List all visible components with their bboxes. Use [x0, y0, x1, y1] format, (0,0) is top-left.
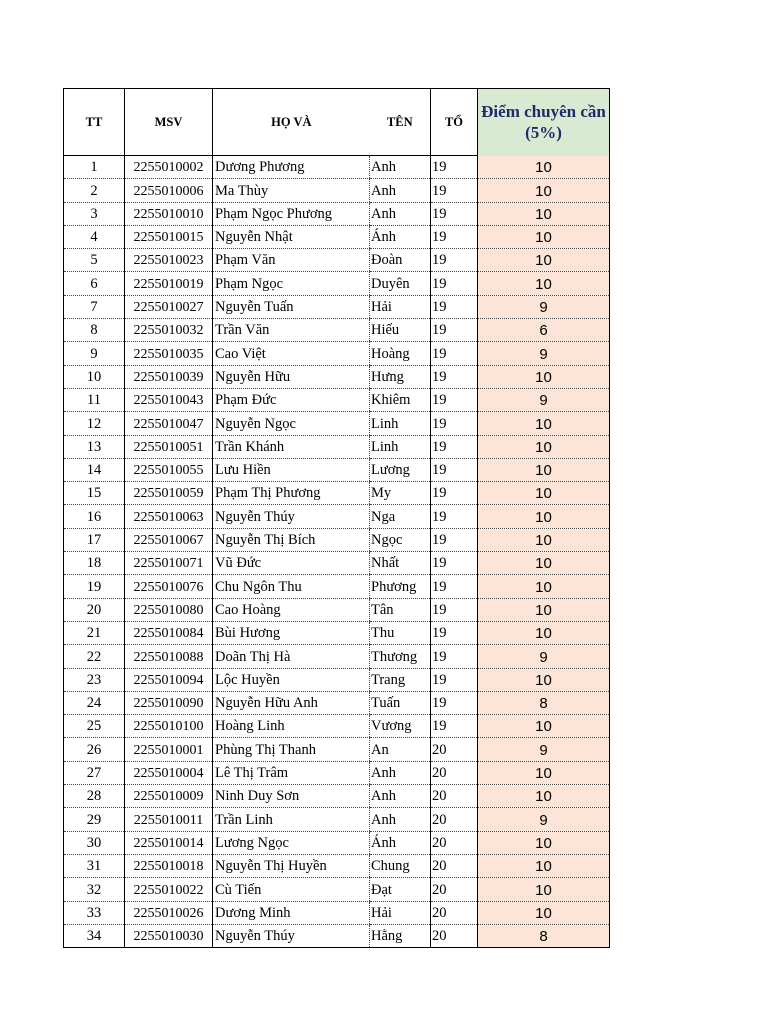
- row-number-cell[interactable]: 22: [64, 645, 125, 668]
- student-id-cell[interactable]: 2255010023: [125, 249, 213, 272]
- group-cell[interactable]: 19: [431, 412, 478, 435]
- student-id-cell[interactable]: 2255010002: [125, 156, 213, 179]
- table-row: [64, 342, 610, 365]
- student-id-cell[interactable]: 2255010026: [125, 901, 213, 924]
- attendance-score-cell[interactable]: 10: [478, 575, 610, 598]
- row-number-cell[interactable]: 27: [64, 761, 125, 784]
- row-number-cell[interactable]: 14: [64, 458, 125, 481]
- header-row: [64, 89, 610, 156]
- attendance-score-cell[interactable]: 10: [478, 365, 610, 388]
- group-cell[interactable]: 19: [431, 319, 478, 342]
- table-row: [64, 156, 610, 179]
- table-row: [64, 528, 610, 551]
- attendance-score-cell[interactable]: 10: [478, 854, 610, 877]
- student-id-cell[interactable]: 2255010030: [125, 924, 213, 947]
- table-row: [64, 901, 610, 924]
- surname-cell[interactable]: Nguyễn Thúy: [213, 924, 370, 947]
- surname-cell[interactable]: Nguyễn Ngọc: [213, 412, 370, 435]
- row-number-cell[interactable]: 31: [64, 854, 125, 877]
- student-id-cell[interactable]: 2255010090: [125, 691, 213, 714]
- row-number-cell[interactable]: 13: [64, 435, 125, 458]
- attendance-score-cell[interactable]: 10: [478, 621, 610, 644]
- given-name-cell[interactable]: Ánh: [370, 831, 431, 854]
- surname-cell[interactable]: Trần Linh: [213, 808, 370, 831]
- row-number-cell[interactable]: 28: [64, 785, 125, 808]
- group-cell[interactable]: 19: [431, 272, 478, 295]
- student-id-cell[interactable]: 2255010059: [125, 482, 213, 505]
- attendance-score-cell[interactable]: 8: [478, 924, 610, 947]
- table-row: [64, 412, 610, 435]
- given-name-cell[interactable]: Chung: [370, 854, 431, 877]
- given-name-cell[interactable]: Tân: [370, 598, 431, 621]
- given-name-cell[interactable]: Phương: [370, 575, 431, 598]
- group-cell[interactable]: 19: [431, 575, 478, 598]
- row-number-cell[interactable]: 20: [64, 598, 125, 621]
- surname-cell[interactable]: Nguyễn Thị Bích: [213, 528, 370, 551]
- attendance-score-cell[interactable]: 10: [478, 458, 610, 481]
- row-number-cell[interactable]: 25: [64, 715, 125, 738]
- student-id-cell[interactable]: 2255010004: [125, 761, 213, 784]
- row-number-cell[interactable]: 4: [64, 225, 125, 248]
- table-row: [64, 878, 610, 901]
- group-cell[interactable]: 19: [431, 435, 478, 458]
- table-row: [64, 738, 610, 761]
- row-number-cell[interactable]: 34: [64, 924, 125, 947]
- header-tt: TT: [64, 89, 125, 156]
- row-number-cell[interactable]: 26: [64, 738, 125, 761]
- group-cell[interactable]: 20: [431, 738, 478, 761]
- given-name-cell[interactable]: Nga: [370, 505, 431, 528]
- attendance-score-cell[interactable]: 10: [478, 528, 610, 551]
- given-name-cell[interactable]: Linh: [370, 435, 431, 458]
- row-number-cell[interactable]: 11: [64, 388, 125, 411]
- given-name-cell[interactable]: Anh: [370, 761, 431, 784]
- table-row: [64, 854, 610, 877]
- surname-cell[interactable]: Phạm Thị Phương: [213, 482, 370, 505]
- group-cell[interactable]: 20: [431, 878, 478, 901]
- given-name-cell[interactable]: Ánh: [370, 225, 431, 248]
- surname-cell[interactable]: Phùng Thị Thanh: [213, 738, 370, 761]
- attendance-score-cell[interactable]: 10: [478, 225, 610, 248]
- student-id-cell[interactable]: 2255010055: [125, 458, 213, 481]
- surname-cell[interactable]: Phạm Văn: [213, 249, 370, 272]
- table-row: [64, 225, 610, 248]
- group-cell[interactable]: 20: [431, 761, 478, 784]
- attendance-score-cell[interactable]: 10: [478, 272, 610, 295]
- given-name-cell[interactable]: Hằng: [370, 924, 431, 947]
- given-name-cell[interactable]: Duyên: [370, 272, 431, 295]
- surname-cell[interactable]: Lương Ngọc: [213, 831, 370, 854]
- student-id-cell[interactable]: 2255010035: [125, 342, 213, 365]
- given-name-cell[interactable]: Tuấn: [370, 691, 431, 714]
- row-number-cell[interactable]: 18: [64, 552, 125, 575]
- row-number-cell[interactable]: 30: [64, 831, 125, 854]
- attendance-score-cell[interactable]: 6: [478, 319, 610, 342]
- surname-cell[interactable]: Lộc Huyền: [213, 668, 370, 691]
- student-id-cell[interactable]: 2255010022: [125, 878, 213, 901]
- table-row: [64, 202, 610, 225]
- student-id-cell[interactable]: 2255010100: [125, 715, 213, 738]
- given-name-cell[interactable]: Linh: [370, 412, 431, 435]
- surname-cell[interactable]: Hoàng Linh: [213, 715, 370, 738]
- group-cell[interactable]: 19: [431, 156, 478, 179]
- given-name-cell[interactable]: Anh: [370, 785, 431, 808]
- attendance-score-cell[interactable]: 10: [478, 715, 610, 738]
- row-number-cell[interactable]: 6: [64, 272, 125, 295]
- table-row: [64, 668, 610, 691]
- student-id-cell[interactable]: 2255010080: [125, 598, 213, 621]
- given-name-cell[interactable]: Ngọc: [370, 528, 431, 551]
- student-id-cell[interactable]: 2255010006: [125, 179, 213, 202]
- student-id-cell[interactable]: 2255010009: [125, 785, 213, 808]
- surname-cell[interactable]: Cao Hoàng: [213, 598, 370, 621]
- row-number-cell[interactable]: 16: [64, 505, 125, 528]
- given-name-cell[interactable]: Lương: [370, 458, 431, 481]
- attendance-score-cell[interactable]: 9: [478, 295, 610, 318]
- given-name-cell[interactable]: Vương: [370, 715, 431, 738]
- given-name-cell[interactable]: Anh: [370, 808, 431, 831]
- group-cell[interactable]: 19: [431, 645, 478, 668]
- given-name-cell[interactable]: Thương: [370, 645, 431, 668]
- attendance-score-cell[interactable]: 10: [478, 179, 610, 202]
- attendance-score-cell[interactable]: 10: [478, 156, 610, 179]
- surname-cell[interactable]: Nguyễn Nhật: [213, 225, 370, 248]
- table-row: [64, 924, 610, 947]
- row-number-cell[interactable]: 17: [64, 528, 125, 551]
- given-name-cell[interactable]: An: [370, 738, 431, 761]
- group-cell[interactable]: 19: [431, 458, 478, 481]
- surname-cell[interactable]: Cù Tiến: [213, 878, 370, 901]
- table-row: [64, 505, 610, 528]
- group-cell[interactable]: 19: [431, 225, 478, 248]
- group-cell[interactable]: 19: [431, 202, 478, 225]
- table-row: [64, 575, 610, 598]
- table-row: [64, 435, 610, 458]
- table-row: [64, 295, 610, 318]
- surname-cell[interactable]: Ma Thùy: [213, 179, 370, 202]
- group-cell[interactable]: 20: [431, 854, 478, 877]
- given-name-cell[interactable]: My: [370, 482, 431, 505]
- attendance-score-cell[interactable]: 10: [478, 668, 610, 691]
- student-id-cell[interactable]: 2255010051: [125, 435, 213, 458]
- surname-cell[interactable]: Bùi Hương: [213, 621, 370, 644]
- attendance-score-cell[interactable]: 10: [478, 249, 610, 272]
- table-row: [64, 552, 610, 575]
- student-id-cell[interactable]: 2255010027: [125, 295, 213, 318]
- given-name-cell[interactable]: Hải: [370, 295, 431, 318]
- surname-cell[interactable]: Nguyễn Hữu Anh: [213, 691, 370, 714]
- group-cell[interactable]: 20: [431, 808, 478, 831]
- surname-cell[interactable]: Phạm Ngọc Phương: [213, 202, 370, 225]
- row-number-cell[interactable]: 23: [64, 668, 125, 691]
- table-row: [64, 179, 610, 202]
- header-score-line1: Điểm chuyên cần: [481, 102, 606, 122]
- surname-cell[interactable]: Nguyễn Tuấn: [213, 295, 370, 318]
- table-row: [64, 785, 610, 808]
- given-name-cell[interactable]: Hiếu: [370, 319, 431, 342]
- table-row: [64, 482, 610, 505]
- attendance-score-cell[interactable]: 10: [478, 505, 610, 528]
- header-to: TỔ: [431, 89, 478, 156]
- group-cell[interactable]: 20: [431, 901, 478, 924]
- student-id-cell[interactable]: 2255010011: [125, 808, 213, 831]
- surname-cell[interactable]: Ninh Duy Sơn: [213, 785, 370, 808]
- group-cell[interactable]: 19: [431, 249, 478, 272]
- group-cell[interactable]: 19: [431, 342, 478, 365]
- group-cell[interactable]: 19: [431, 598, 478, 621]
- row-number-cell[interactable]: 5: [64, 249, 125, 272]
- attendance-score-cell[interactable]: 10: [478, 598, 610, 621]
- student-id-cell[interactable]: 2255010067: [125, 528, 213, 551]
- header-msv: MSV: [125, 89, 213, 156]
- row-number-cell[interactable]: 21: [64, 621, 125, 644]
- surname-cell[interactable]: Lưu Hiền: [213, 458, 370, 481]
- attendance-score-cell[interactable]: 9: [478, 342, 610, 365]
- attendance-score-cell[interactable]: 10: [478, 901, 610, 924]
- table-row: [64, 808, 610, 831]
- surname-cell[interactable]: Phạm Ngọc: [213, 272, 370, 295]
- row-number-cell[interactable]: 2: [64, 179, 125, 202]
- group-cell[interactable]: 19: [431, 482, 478, 505]
- student-id-cell[interactable]: 2255010001: [125, 738, 213, 761]
- surname-cell[interactable]: Nguyễn Hữu: [213, 365, 370, 388]
- group-cell[interactable]: 19: [431, 691, 478, 714]
- surname-cell[interactable]: Nguyễn Thị Huyền: [213, 854, 370, 877]
- row-number-cell[interactable]: 12: [64, 412, 125, 435]
- table-row: [64, 249, 610, 272]
- given-name-cell[interactable]: Hưng: [370, 365, 431, 388]
- row-number-cell[interactable]: 1: [64, 156, 125, 179]
- given-name-cell[interactable]: Thu: [370, 621, 431, 644]
- group-cell[interactable]: 19: [431, 388, 478, 411]
- given-name-cell[interactable]: Anh: [370, 179, 431, 202]
- student-id-cell[interactable]: 2255010043: [125, 388, 213, 411]
- given-name-cell[interactable]: Khiêm: [370, 388, 431, 411]
- surname-cell[interactable]: Doãn Thị Hà: [213, 645, 370, 668]
- group-cell[interactable]: 19: [431, 365, 478, 388]
- row-number-cell[interactable]: 8: [64, 319, 125, 342]
- surname-cell[interactable]: Chu Ngôn Thu: [213, 575, 370, 598]
- group-cell[interactable]: 19: [431, 295, 478, 318]
- surname-cell[interactable]: Phạm Đức: [213, 388, 370, 411]
- student-id-cell[interactable]: 2255010076: [125, 575, 213, 598]
- group-cell[interactable]: 19: [431, 621, 478, 644]
- row-number-cell[interactable]: 33: [64, 901, 125, 924]
- surname-cell[interactable]: Lê Thị Trâm: [213, 761, 370, 784]
- student-id-cell[interactable]: 2255010094: [125, 668, 213, 691]
- attendance-score-cell[interactable]: 8: [478, 691, 610, 714]
- row-number-cell[interactable]: 29: [64, 808, 125, 831]
- group-cell[interactable]: 20: [431, 924, 478, 947]
- student-id-cell[interactable]: 2255010032: [125, 319, 213, 342]
- attendance-score-cell[interactable]: 10: [478, 878, 610, 901]
- surname-cell[interactable]: Trần Văn: [213, 319, 370, 342]
- student-id-cell[interactable]: 2255010063: [125, 505, 213, 528]
- student-id-cell[interactable]: 2255010010: [125, 202, 213, 225]
- attendance-score-cell[interactable]: 9: [478, 738, 610, 761]
- attendance-score-cell[interactable]: 9: [478, 388, 610, 411]
- attendance-score-cell[interactable]: 9: [478, 808, 610, 831]
- given-name-cell[interactable]: Hải: [370, 901, 431, 924]
- given-name-cell[interactable]: Anh: [370, 202, 431, 225]
- group-cell[interactable]: 19: [431, 505, 478, 528]
- surname-cell[interactable]: Dương Phương: [213, 156, 370, 179]
- table-row: [64, 691, 610, 714]
- group-cell[interactable]: 19: [431, 528, 478, 551]
- surname-cell[interactable]: Vũ Đức: [213, 552, 370, 575]
- row-number-cell[interactable]: 9: [64, 342, 125, 365]
- student-id-cell[interactable]: 2255010015: [125, 225, 213, 248]
- row-number-cell[interactable]: 24: [64, 691, 125, 714]
- header-score-line2: (5%): [525, 123, 562, 143]
- row-number-cell[interactable]: 32: [64, 878, 125, 901]
- table-row: [64, 645, 610, 668]
- table-row: [64, 831, 610, 854]
- given-name-cell[interactable]: Đoàn: [370, 249, 431, 272]
- attendance-score-cell[interactable]: 10: [478, 785, 610, 808]
- table-row: [64, 272, 610, 295]
- attendance-score-table: [63, 88, 610, 948]
- header-ho: HỌ VÀ: [213, 89, 370, 156]
- table-row: [64, 761, 610, 784]
- given-name-cell[interactable]: Trang: [370, 668, 431, 691]
- table-row: [64, 458, 610, 481]
- table-row: [64, 598, 610, 621]
- student-id-cell[interactable]: 2255010047: [125, 412, 213, 435]
- group-cell[interactable]: 19: [431, 715, 478, 738]
- given-name-cell[interactable]: Anh: [370, 156, 431, 179]
- student-id-cell[interactable]: 2255010084: [125, 621, 213, 644]
- attendance-score-cell[interactable]: 10: [478, 412, 610, 435]
- row-number-cell[interactable]: 7: [64, 295, 125, 318]
- surname-cell[interactable]: Dương Minh: [213, 901, 370, 924]
- given-name-cell[interactable]: Đạt: [370, 878, 431, 901]
- attendance-score-cell[interactable]: 10: [478, 552, 610, 575]
- student-id-cell[interactable]: 2255010039: [125, 365, 213, 388]
- group-cell[interactable]: 19: [431, 179, 478, 202]
- row-number-cell[interactable]: 3: [64, 202, 125, 225]
- attendance-score-cell[interactable]: 10: [478, 435, 610, 458]
- attendance-score-cell[interactable]: 10: [478, 482, 610, 505]
- group-cell[interactable]: 19: [431, 552, 478, 575]
- given-name-cell[interactable]: Nhất: [370, 552, 431, 575]
- surname-cell[interactable]: Nguyễn Thúy: [213, 505, 370, 528]
- header-ten: TÊN: [370, 89, 431, 156]
- surname-cell[interactable]: Trần Khánh: [213, 435, 370, 458]
- table-row: [64, 319, 610, 342]
- student-id-cell[interactable]: 2255010014: [125, 831, 213, 854]
- attendance-score-cell[interactable]: 10: [478, 202, 610, 225]
- attendance-score-cell[interactable]: 10: [478, 831, 610, 854]
- group-cell[interactable]: 19: [431, 668, 478, 691]
- table-row: [64, 365, 610, 388]
- group-cell[interactable]: 20: [431, 831, 478, 854]
- given-name-cell[interactable]: Hoàng: [370, 342, 431, 365]
- group-cell[interactable]: 20: [431, 785, 478, 808]
- attendance-score-cell[interactable]: 9: [478, 645, 610, 668]
- student-id-cell[interactable]: 2255010018: [125, 854, 213, 877]
- surname-cell[interactable]: Cao Việt: [213, 342, 370, 365]
- attendance-score-cell[interactable]: 10: [478, 761, 610, 784]
- row-number-cell[interactable]: 15: [64, 482, 125, 505]
- row-number-cell[interactable]: 19: [64, 575, 125, 598]
- table-header: [64, 89, 610, 156]
- table-body: [64, 156, 610, 948]
- student-id-cell[interactable]: 2255010088: [125, 645, 213, 668]
- header-attendance-score: [478, 89, 610, 156]
- table-row: [64, 715, 610, 738]
- table-row: [64, 621, 610, 644]
- student-id-cell[interactable]: 2255010071: [125, 552, 213, 575]
- student-id-cell[interactable]: 2255010019: [125, 272, 213, 295]
- row-number-cell[interactable]: 10: [64, 365, 125, 388]
- table-row: [64, 388, 610, 411]
